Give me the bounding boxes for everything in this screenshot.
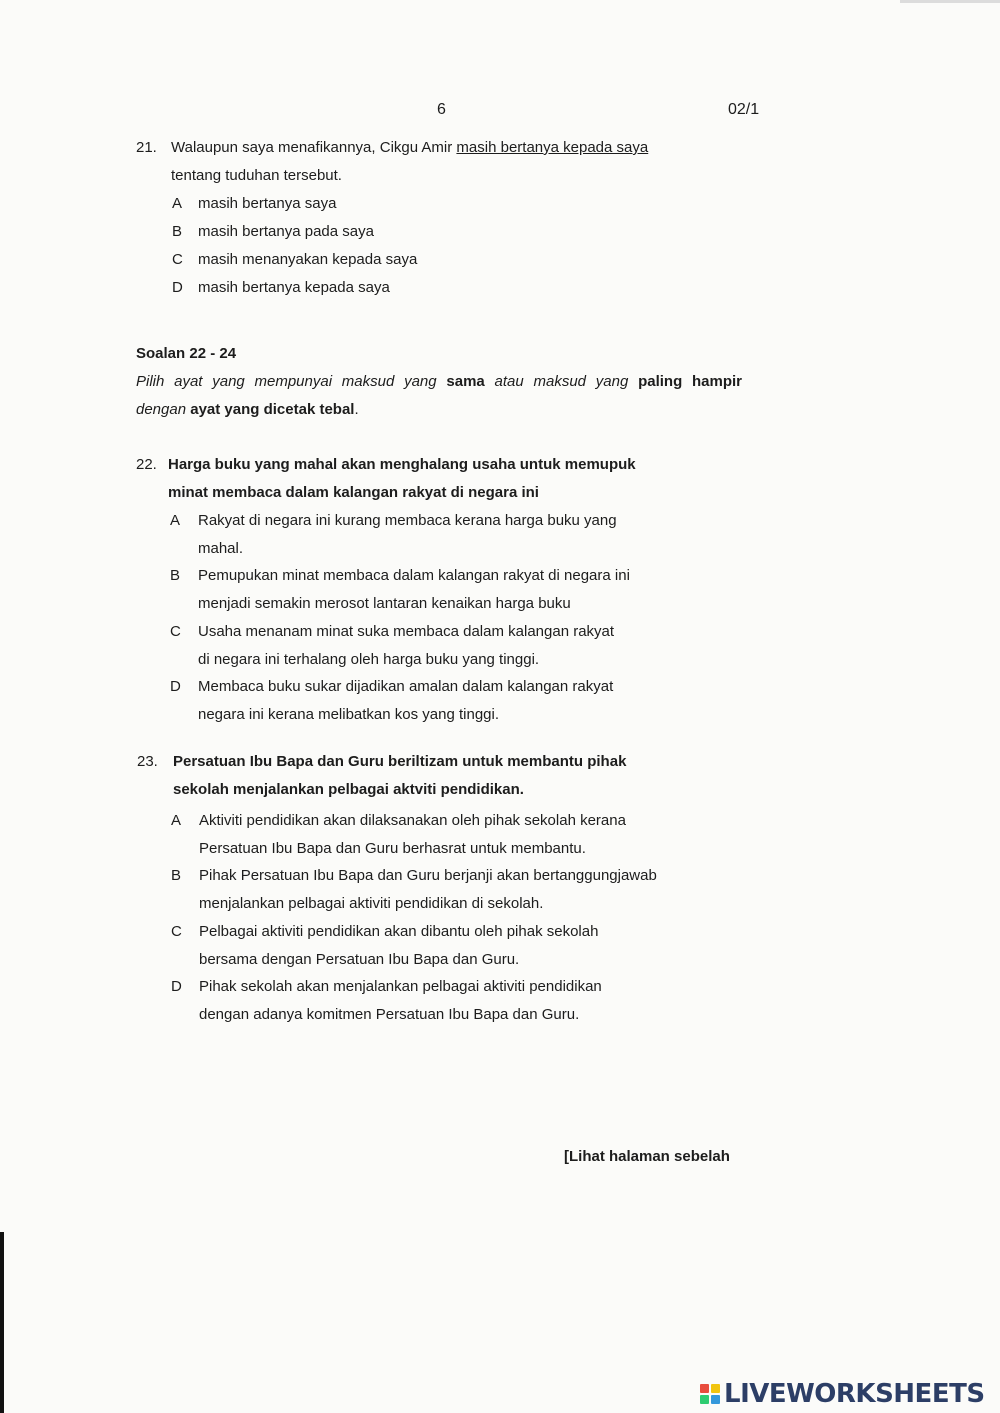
option-letter: D [172,279,183,296]
question-23-option-d[interactable] [171,978,602,995]
section-instruction-line1 [136,373,742,390]
instr-bold-ayat: ayat yang dicetak tebal [190,401,355,418]
instr-part: dengan [136,401,191,418]
question-21-option-a[interactable] [172,195,336,212]
instr-part: Pilih ayat yang mempunyai maksud yang [136,373,447,390]
question-22-option-a-line2: mahal. [198,540,244,557]
scan-edge-mark [900,0,1000,3]
question-22-option-a[interactable] [170,512,617,529]
option-text: Pemupukan minat membaca dalam kalangan rakyat di negara ini [198,567,630,584]
scan-edge-bar [0,1232,4,1413]
question-21-stem [171,139,648,156]
question-22-stem-line2: minat membaca dalam kalangan rakyat di negara ini [168,484,539,501]
option-text: Rakyat di negara ini kurang membaca kerana harga buku yang [198,512,617,529]
watermark-text: LIVEWORKSHEETS [724,1379,985,1409]
option-text: Pihak Persatuan Ibu Bapa dan Guru berjanji akan bertanggungjawab [199,867,657,884]
option-text: Pihak sekolah akan menjalankan pelbagai aktiviti pendidikan [199,978,602,995]
logo-tile [700,1395,709,1404]
question-21-option-b[interactable] [172,223,374,240]
option-letter: A [172,195,183,212]
logo-tile [711,1384,720,1393]
paper-code: 02/1 [728,101,760,118]
option-letter: B [170,567,181,584]
option-letter: B [171,867,182,884]
page-number: 6 [437,101,446,118]
instr-part: atau maksud yang [484,373,639,390]
question-23-option-a[interactable] [171,812,626,829]
section-instruction-line2 [136,401,359,418]
question-23-option-d-line2: dengan adanya komitmen Persatuan Ibu Bapa dan Guru. [199,1006,580,1023]
option-text: Usaha menanam minat suka membaca dalam kalangan rakyat [198,623,615,640]
option-text: masih bertanya pada saya [198,223,374,240]
option-letter: D [170,678,181,695]
question-22-number: 22. [136,456,157,473]
question-22-option-b-line2: menjadi semakin merosot lantaran kenaikan harga buku [198,595,571,612]
question-21-option-d[interactable] [172,279,390,296]
option-text: masih menanyakan kepada saya [198,251,418,268]
option-letter: A [170,512,181,529]
instr-bold-sama: sama [446,373,485,390]
instr-bold-paling-hampir: paling hampir [638,373,742,390]
question-23-number: 23. [137,753,158,770]
question-22-option-c-line2: di negara ini terhalang oleh harga buku yang tinggi. [198,651,540,668]
instr-part: . [354,401,359,418]
question-22-option-b[interactable] [170,567,630,584]
question-23-option-c[interactable] [171,923,598,940]
option-letter: C [170,623,181,640]
question-21-underlined-phrase: masih bertanya kepada saya [456,139,649,156]
option-letter: C [171,923,182,940]
question-23-stem-line1: Persatuan Ibu Bapa dan Guru beriltizam untuk membantu pihak [173,753,627,770]
option-letter: D [171,978,182,995]
option-text: Aktiviti pendidikan akan dilaksanakan oleh pihak sekolah kerana [199,812,626,829]
question-23-option-a-line2: Persatuan Ibu Bapa dan Guru berhasrat untuk membantu. [199,840,586,857]
option-letter: C [172,251,183,268]
logo-tile [700,1384,709,1393]
logo-tile [711,1395,720,1404]
option-text: masih bertanya saya [198,195,337,212]
option-letter: A [171,812,182,829]
option-letter: B [172,223,183,240]
option-text: masih bertanya kepada saya [198,279,390,296]
question-22-option-d-line2: negara ini kerana melibatkan kos yang tinggi. [198,706,500,723]
question-22-option-d[interactable] [170,678,613,695]
liveworksheets-logo-icon [700,1384,720,1404]
section-heading: Soalan 22 - 24 [136,345,237,362]
question-21-option-c[interactable] [172,251,417,268]
question-21-number: 21. [136,139,157,156]
next-page-note: [Lihat halaman sebelah [564,1148,730,1165]
question-23-stem-line2: sekolah menjalankan pelbagai aktviti pendidikan. [173,781,524,798]
option-text: Pelbagai aktiviti pendidikan akan dibantu oleh pihak sekolah [199,923,599,940]
question-21-stem-text: Walaupun saya menafikannya, Cikgu Amir [171,139,457,156]
question-22-option-c[interactable] [170,623,614,640]
question-22-stem-line1: Harga buku yang mahal akan menghalang usaha untuk memupuk [168,456,636,473]
option-text: Membaca buku sukar dijadikan amalan dalam kalangan rakyat [198,678,614,695]
question-23-option-c-line2: bersama dengan Persatuan Ibu Bapa dan Guru. [199,951,520,968]
question-21-stem-line2: tentang tuduhan tersebut. [171,167,342,184]
question-23-option-b[interactable] [171,867,657,884]
question-23-option-b-line2: menjalankan pelbagai aktiviti pendidikan di sekolah. [199,895,544,912]
liveworksheets-watermark[interactable] [700,1380,985,1408]
